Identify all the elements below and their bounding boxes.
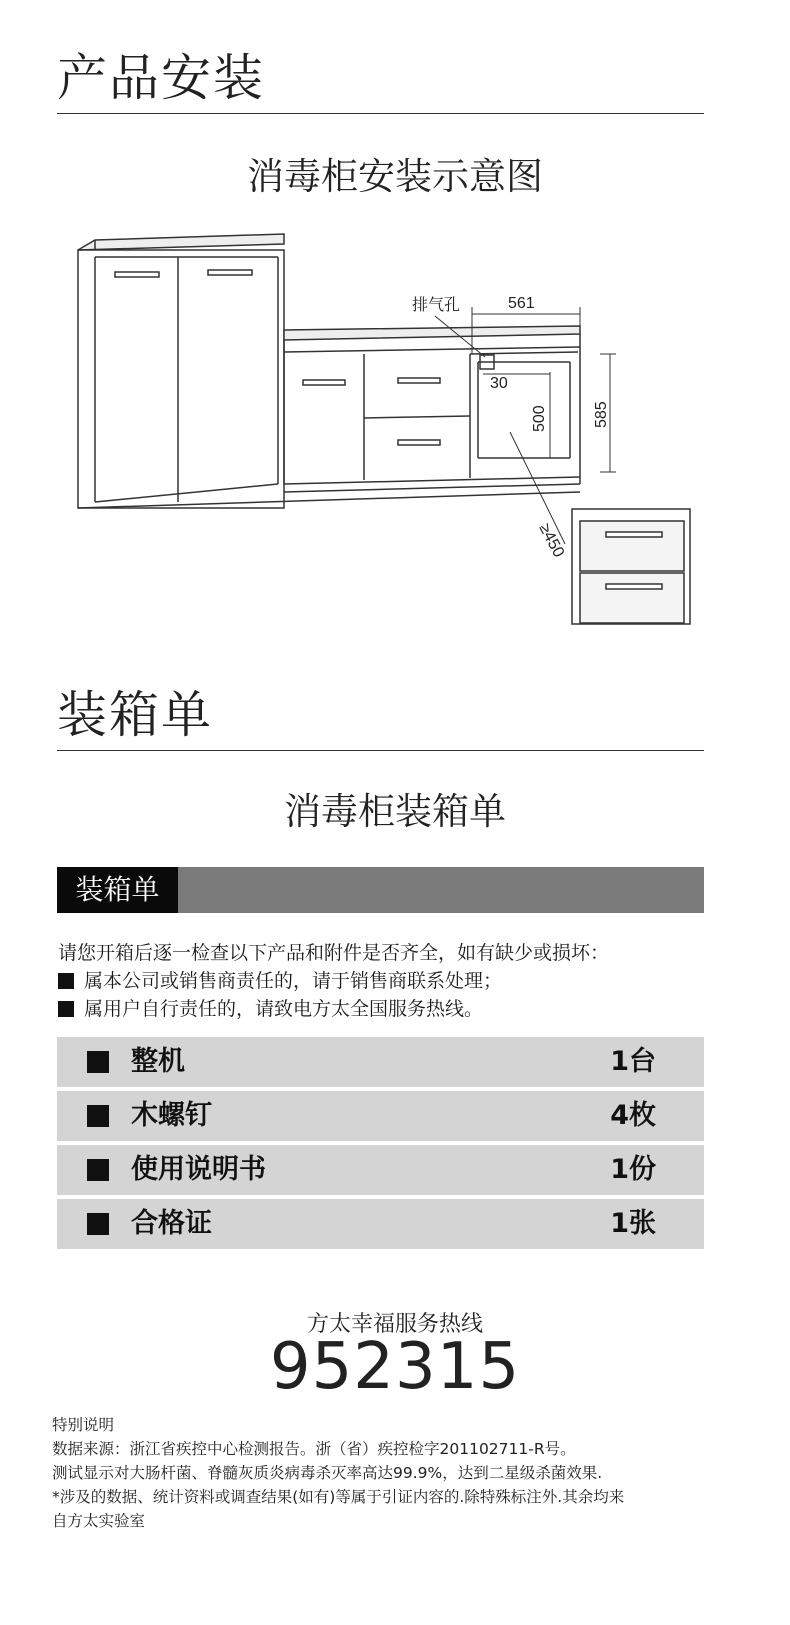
install-divider xyxy=(57,113,704,114)
item-qty: 1份 xyxy=(610,1154,656,1185)
packing-item-row xyxy=(57,1199,704,1249)
tall-cabinet-body xyxy=(78,250,284,508)
packing-header-label: 装箱单 xyxy=(57,867,178,913)
item-name: 整机 xyxy=(131,1046,185,1077)
notes-line: *涉及的数据、统计资料或调查结果(如有)等属于引证内容的.除特殊标注外.其余均来 xyxy=(52,1488,625,1506)
notes-line: 测试显示对大肠杆菌、脊髓灰质炎病毒杀灭率高达99.9%，达到二星级杀菌效果. xyxy=(52,1464,603,1482)
bullet-text: 属本公司或销售商责任的，请于销售商联系处理； xyxy=(84,970,503,992)
dim-30: 30 xyxy=(490,375,508,392)
bullet-square-icon xyxy=(87,1213,109,1235)
packing-item-row xyxy=(57,1091,704,1141)
item-name: 使用说明书 xyxy=(131,1154,266,1185)
packing-bullet xyxy=(58,994,483,1021)
hotline-label: 方太幸福服务热线 xyxy=(306,1312,483,1337)
vent-label: 排气孔 xyxy=(412,297,461,314)
packing-divider xyxy=(57,750,704,751)
hotline-number: 952315 xyxy=(269,1330,521,1404)
dim-561: 561 xyxy=(508,295,535,312)
notes-line: 数据来源：浙江省疾控中心检测报告。浙（省）疾控检字201102711-R号。 xyxy=(52,1440,576,1458)
packing-item-row xyxy=(57,1145,704,1195)
packing-intro: 请您开箱后逐一检查以下产品和附件是否齐全，如有缺少或损坏： xyxy=(58,942,610,964)
dim-450: ≥450 xyxy=(535,520,568,561)
install-subtitle: 消毒柜安装示意图 xyxy=(247,155,543,198)
install-section-title: 产品安装 xyxy=(57,49,265,107)
bullet-square-icon xyxy=(87,1159,109,1181)
handle xyxy=(303,380,345,385)
item-qty: 1张 xyxy=(610,1208,656,1239)
bullet-square-icon xyxy=(87,1051,109,1073)
handle xyxy=(208,270,252,275)
handle xyxy=(398,440,440,445)
packing-bullet xyxy=(58,966,502,993)
handle xyxy=(398,378,440,383)
packing-item-row xyxy=(57,1037,704,1087)
packing-subtitle: 消毒柜装箱单 xyxy=(284,790,506,833)
notes-heading: 特别说明 xyxy=(52,1416,115,1434)
bullet-square-icon xyxy=(58,1001,74,1017)
tall-cabinet-top xyxy=(78,234,284,250)
bullet-square-icon xyxy=(58,973,74,989)
item-name: 木螺钉 xyxy=(131,1100,212,1131)
bullet-square-icon xyxy=(87,1105,109,1127)
item-name: 合格证 xyxy=(131,1208,212,1239)
notes-line: 自方太实验室 xyxy=(52,1512,146,1530)
item-qty: 1台 xyxy=(610,1046,656,1077)
packing-section-title: 装箱单 xyxy=(57,686,213,744)
dim-500: 500 xyxy=(531,405,548,432)
handle xyxy=(115,272,159,277)
installation-diagram xyxy=(50,222,750,662)
item-qty: 4枚 xyxy=(610,1100,656,1131)
dim-585: 585 xyxy=(593,401,610,428)
bullet-text: 属用户自行责任的，请致电方太全国服务热线。 xyxy=(84,998,484,1020)
